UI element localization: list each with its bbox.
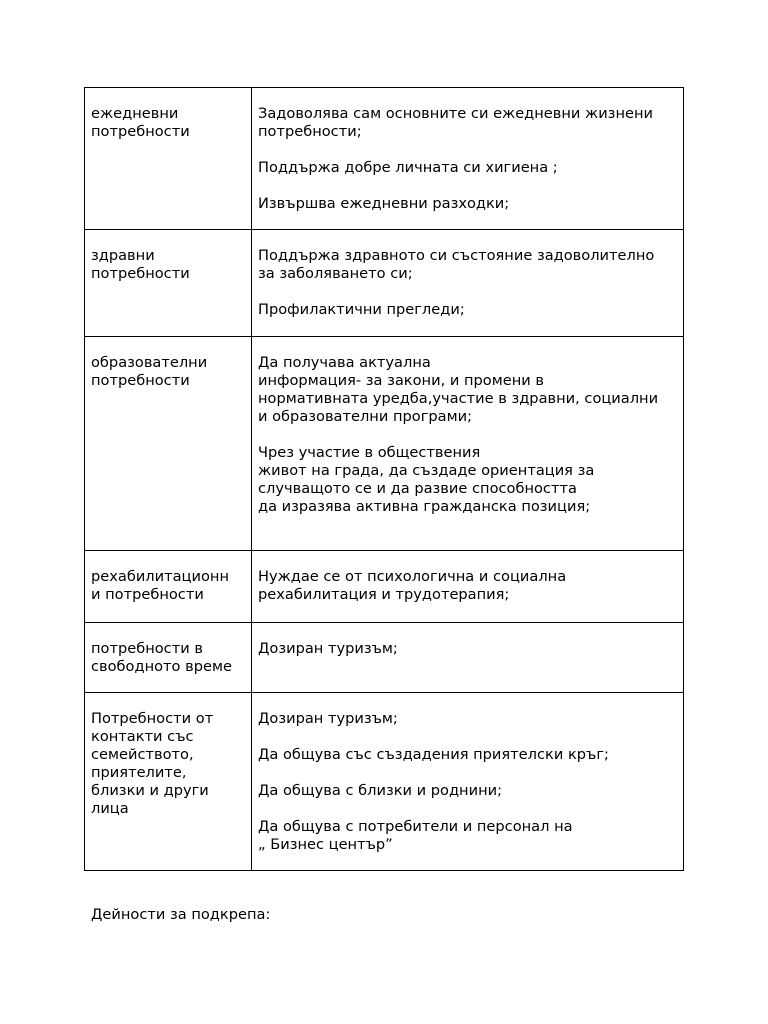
description-paragraph [258, 301, 677, 319]
need-category-line: рехабилитационн [91, 568, 229, 585]
description-line: живот на града, да създаде ориентация за [258, 462, 595, 479]
need-description-cell [252, 693, 684, 871]
table-row [85, 88, 684, 230]
description-line: Извършва ежедневни разходки; [258, 195, 510, 212]
description-line: Задоволява сам основните си ежедневни жизнени [258, 105, 653, 122]
need-category-line: приятелите, [91, 764, 187, 781]
description-line: Да общува с потребители и персонал на [258, 818, 573, 835]
description-line: Чрез участие в обществения [258, 444, 481, 461]
need-category-cell [85, 88, 252, 230]
description-line: Поддържа добре личната си хигиена ; [258, 159, 558, 176]
description-line: случващото се и да развие способността [258, 480, 577, 497]
need-description-cell [252, 88, 684, 230]
description-paragraph [258, 247, 677, 283]
description-paragraph [258, 782, 677, 800]
need-category-line: Потребности от [91, 710, 214, 727]
needs-table [84, 87, 684, 871]
need-description-cell [252, 230, 684, 337]
need-category-line: ежедневни [91, 105, 179, 122]
table-row [85, 693, 684, 871]
need-category-line: здравни [91, 247, 155, 264]
description-line: Дозиран туризъм; [258, 640, 398, 657]
need-category-line: свободното време [91, 658, 232, 675]
need-description-cell [252, 551, 684, 623]
description-line: да изразява активна гражданска позиция; [258, 498, 591, 515]
need-category-line: близки и други [91, 782, 209, 799]
need-category-cell [85, 230, 252, 337]
need-category-cell [85, 337, 252, 551]
description-line: за заболяването си; [258, 265, 413, 282]
description-line: Да общува със създадения приятелски кръг; [258, 746, 609, 763]
need-category-line: и потребности [91, 586, 204, 603]
description-paragraph [258, 710, 677, 728]
description-paragraph [258, 746, 677, 764]
description-line: информация- за закони, и промени в [258, 372, 544, 389]
description-paragraph [258, 640, 677, 658]
description-paragraph [258, 568, 677, 604]
description-line: нормативната уредба,участие в здравни, социални [258, 390, 659, 407]
need-description-cell [252, 623, 684, 693]
need-category-line: потребности [91, 123, 190, 140]
description-line: Профилактични прегледи; [258, 301, 465, 318]
need-category-line: контакти със [91, 728, 194, 745]
description-paragraph [258, 818, 677, 854]
table-row [85, 623, 684, 693]
need-category-cell [85, 623, 252, 693]
description-line: Дозиран туризъм; [258, 710, 398, 727]
need-category-line: семейството, [91, 746, 194, 763]
description-line: Да получава актуална [258, 354, 431, 371]
need-category-line: потребности [91, 265, 190, 282]
need-category-line: потребности [91, 372, 190, 389]
need-category-cell [85, 551, 252, 623]
description-paragraph [258, 444, 677, 516]
need-description-cell [252, 337, 684, 551]
description-paragraph [258, 159, 677, 177]
need-category-line: образователни [91, 354, 208, 371]
description-paragraph [258, 195, 677, 213]
needs-table-body [85, 88, 684, 871]
description-line: „ Бизнес център” [258, 836, 393, 853]
need-category-cell [85, 693, 252, 871]
support-activities-heading: Дейности за подкрепа: [91, 906, 271, 923]
description-line: рехабилитация и трудотерапия; [258, 586, 510, 603]
description-line: Нуждае се от психологична и социална [258, 568, 567, 585]
table-row [85, 551, 684, 623]
table-row [85, 337, 684, 551]
need-category-line: лица [91, 800, 129, 817]
description-line: потребности; [258, 123, 362, 140]
description-paragraph [258, 105, 677, 141]
description-line: Поддържа здравното си състояние задоволително [258, 247, 655, 264]
description-line: Да общува с близки и роднини; [258, 782, 503, 799]
table-row [85, 230, 684, 337]
description-line: и образователни програми; [258, 408, 472, 425]
need-category-line: потребности в [91, 640, 203, 657]
description-paragraph [258, 354, 677, 426]
